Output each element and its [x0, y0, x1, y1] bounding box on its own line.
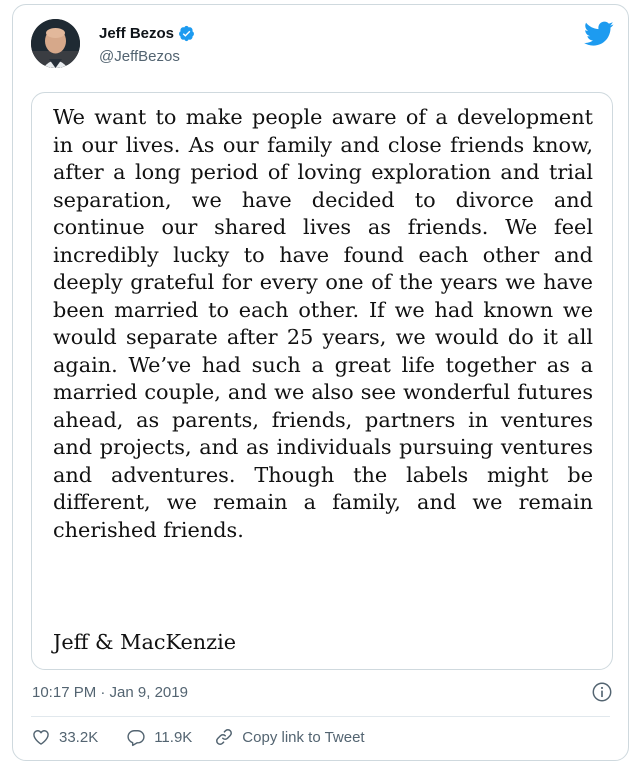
- reply-button[interactable]: [126, 727, 192, 747]
- tweet-actions: [31, 727, 365, 747]
- avatar[interactable]: [31, 19, 80, 68]
- like-count: 33.2K: [59, 728, 99, 746]
- author-handle[interactable]: @JeffBezos: [99, 48, 180, 65]
- tweet-timestamp[interactable]: 10:17 PM · Jan 9, 2019: [32, 684, 188, 701]
- divider: [31, 716, 610, 717]
- copy-link-label: Copy link to Tweet: [242, 728, 365, 746]
- like-button[interactable]: [31, 727, 98, 747]
- statement-text: We want to make people aware of a development in our lives. As our family and close friends know, after a long period of loving exploration and trial separation, we have decided to divorce and continue our shared lives as friends. We feel incredibly lucky to have found each other and deeply grateful for every one of the years we have been married to each other. If we had known we would separate after 25 years, we would do it all again. We’ve had such a great life together as a married couple, and we also see wonderful futures ahead, as parents, friends, partners in ventures and projects, and as individuals pursuing ventures and adventures. Though the labels might be different, we remain a family, and we remain cherished friends.: [53, 105, 593, 542]
- link-icon: [214, 727, 234, 747]
- twitter-bird-icon[interactable]: [584, 21, 614, 47]
- tweet-card[interactable]: [12, 4, 629, 761]
- statement-signature: Jeff & MacKenzie: [53, 630, 237, 654]
- author-name[interactable]: Jeff Bezos: [99, 25, 175, 42]
- heart-icon: [31, 727, 51, 747]
- reply-count: 11.9K: [154, 728, 193, 746]
- statement-image[interactable]: [31, 92, 613, 670]
- avatar-image: [31, 19, 80, 68]
- verified-badge-icon: [178, 25, 195, 42]
- copy-link-button[interactable]: [214, 727, 364, 747]
- info-icon[interactable]: [591, 681, 613, 703]
- reply-bubble-icon: [126, 727, 146, 747]
